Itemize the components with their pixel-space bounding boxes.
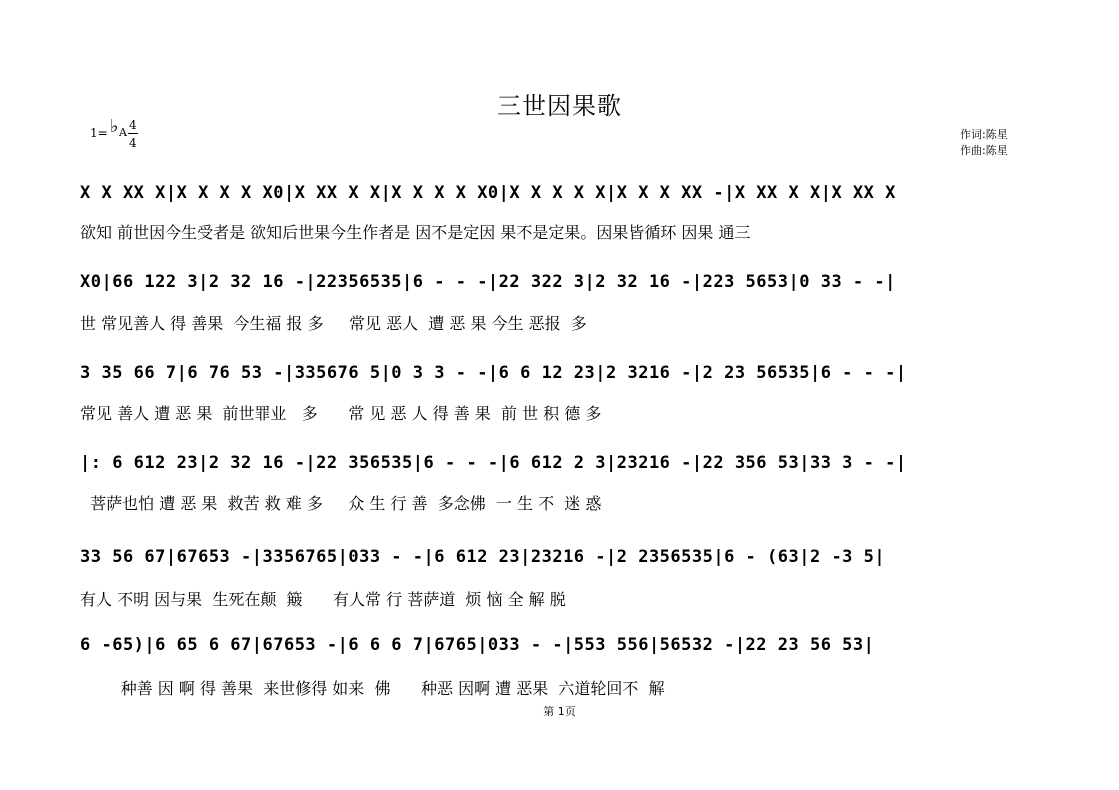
time-signature-bar bbox=[128, 133, 138, 134]
score-line-6-lyrics: 种善 因 啊 得 善果 来世修得 如来 佛 种恶 因啊 遭 恶果 六道轮回不 解 bbox=[80, 679, 665, 698]
key-do-label: 1= bbox=[90, 126, 108, 140]
time-signature-top: 4 bbox=[129, 118, 137, 132]
key-letter: A bbox=[119, 126, 127, 139]
score-line-5-lyrics: 有人 不明 因与果 生死在颠 簸 有人常 行 菩萨道 烦 恼 全 解 脱 bbox=[80, 590, 566, 609]
score-line-3-lyrics: 常见 善人 遭 恶 果 前世罪业 多 常 见 恶 人 得 善 果 前 世 积 德 多 bbox=[80, 404, 602, 423]
page-number: 第 1页 bbox=[543, 705, 576, 718]
score-line-1-notes: X X XX X|X X X X X0|X XX X X|X X X X X0|X X X X X|X X X XX -|X XX X X|X XX X bbox=[80, 183, 896, 203]
score-line-5-notes: 33 56 67|67653 -|3356765|033 - -|6 612 23|23216 -|2 2356535|6 - (63|2 -3 5| bbox=[80, 547, 886, 567]
flat-sign-icon: ♭ bbox=[110, 116, 119, 137]
score-line-3-notes: 3 35 66 7|6 76 53 -|335676 5|0 3 3 - -|6 6 12 23|2 3216 -|2 23 56535|6 - - -| bbox=[80, 363, 907, 383]
composer-credit: 作曲:陈星 bbox=[960, 144, 1008, 157]
score-line-2-notes: X0|66 122 3|2 32 16 -|22356535|6 - - -|22 322 3|2 32 16 -|223 5653|0 33 - -| bbox=[80, 272, 896, 292]
key-signature bbox=[90, 118, 150, 154]
score-line-4-lyrics: 菩萨也怕 遭 恶 果 救苦 救 难 多 众 生 行 善 多念佛 一 生 不 迷 惑 bbox=[80, 494, 602, 513]
score-line-1-lyrics: 欲知 前世因今生受者是 欲知后世果今生作者是 因不是定因 果不是定果。因果皆循环 因果 通三 bbox=[80, 223, 751, 242]
time-signature-bottom: 4 bbox=[129, 136, 137, 150]
song-title: 三世因果歌 bbox=[497, 92, 622, 120]
score-line-6-notes: 6 -65)|6 65 6 67|67653 -|6 6 6 7|6765|033 - -|553 556|56532 -|22 23 56 53| bbox=[80, 635, 875, 655]
score-line-4-notes: |: 6 612 23|2 32 16 -|22 356535|6 - - -|6 612 2 3|23216 -|22 356 53|33 3 - -| bbox=[80, 453, 907, 473]
lyricist-credit: 作词:陈星 bbox=[960, 128, 1008, 141]
score-line-2-lyrics: 世 常见善人 得 善果 今生福 报 多 常见 恶人 遭 恶 果 今生 恶报 多 bbox=[80, 314, 587, 333]
